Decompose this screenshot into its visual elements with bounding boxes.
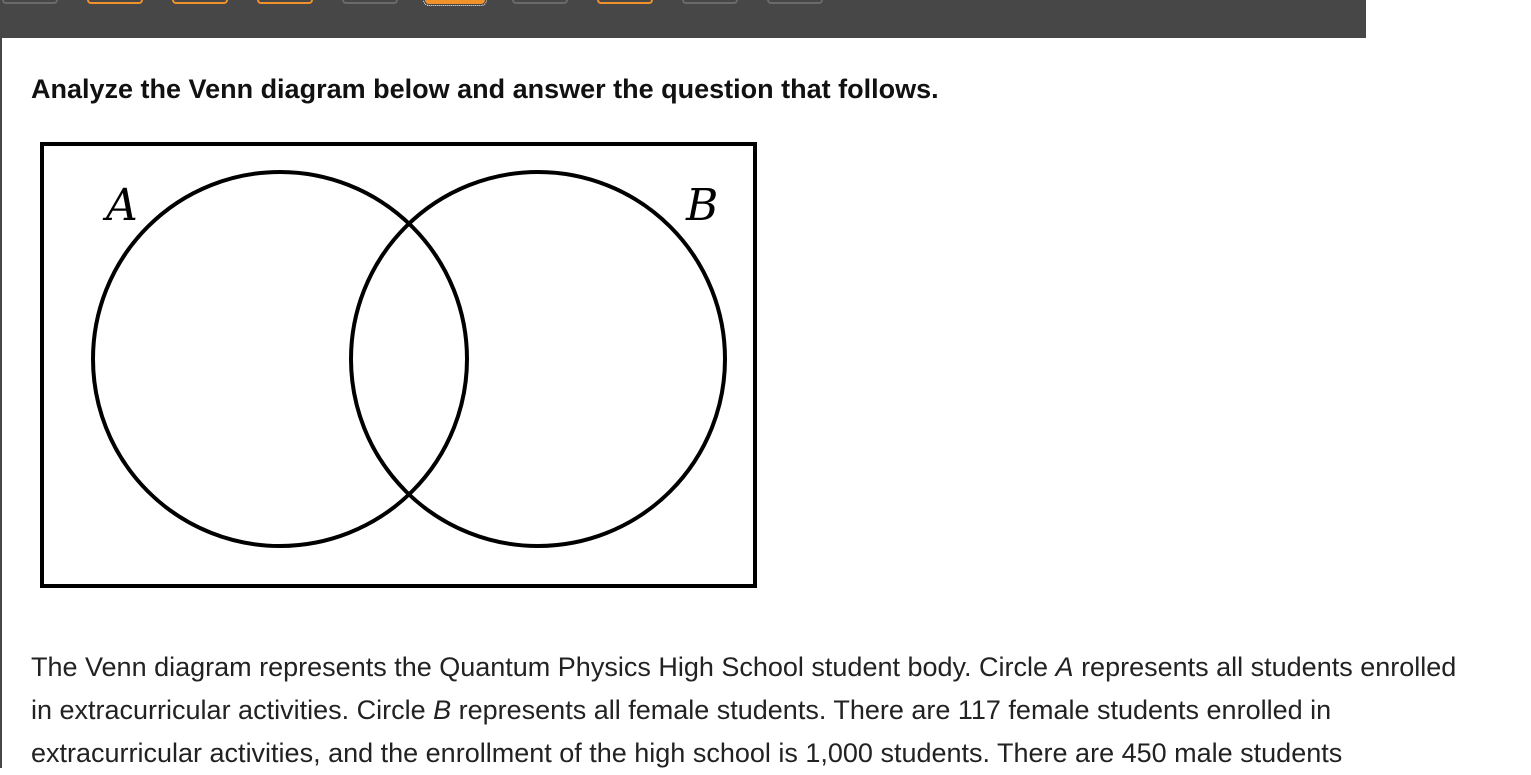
passage-text: represents all female students. There are 117 female students enrolled in	[451, 695, 1332, 725]
question-passage	[31, 646, 1531, 775]
venn-label-a: A	[106, 180, 138, 231]
passage-line-3: extracurricular activities, and the enrollment of the high school is 1,000 students. There are 450 male students	[31, 738, 1343, 768]
passage-variable-b: B	[433, 695, 452, 725]
venn-circle-a	[93, 172, 467, 546]
passage-text: represents all students enrolled	[1073, 652, 1457, 682]
question-navigation-bar	[0, 0, 1366, 38]
passage-text: The Venn diagram represents the Quantum Physics High School student body. Circle	[31, 652, 1056, 682]
question-panel	[0, 38, 1457, 768]
question-nav-button-9[interactable]	[682, 0, 738, 4]
venn-label-b: B	[686, 180, 719, 231]
venn-universal-set-rectangle	[42, 144, 755, 586]
question-nav-button-4[interactable]	[257, 0, 313, 4]
question-nav-button-10[interactable]	[767, 0, 823, 4]
question-nav-button-3[interactable]	[172, 0, 228, 4]
question-nav-button-current[interactable]	[425, 0, 485, 4]
question-nav-button-1[interactable]	[2, 0, 58, 4]
passage-text: in extracurricular activities. Circle	[31, 695, 434, 725]
question-nav-button-7[interactable]	[512, 0, 568, 4]
passage-line-2	[31, 689, 1531, 732]
venn-diagram	[2, 138, 782, 598]
passage-line-1	[31, 646, 1531, 689]
question-instruction: Analyze the Venn diagram below and answer the question that follows.	[31, 74, 939, 104]
venn-circle-b	[351, 172, 725, 546]
question-nav-button-8[interactable]	[597, 0, 653, 4]
question-nav-button-2[interactable]	[87, 0, 143, 4]
question-nav-button-5[interactable]	[342, 0, 398, 4]
passage-variable-a: A	[1055, 652, 1074, 682]
